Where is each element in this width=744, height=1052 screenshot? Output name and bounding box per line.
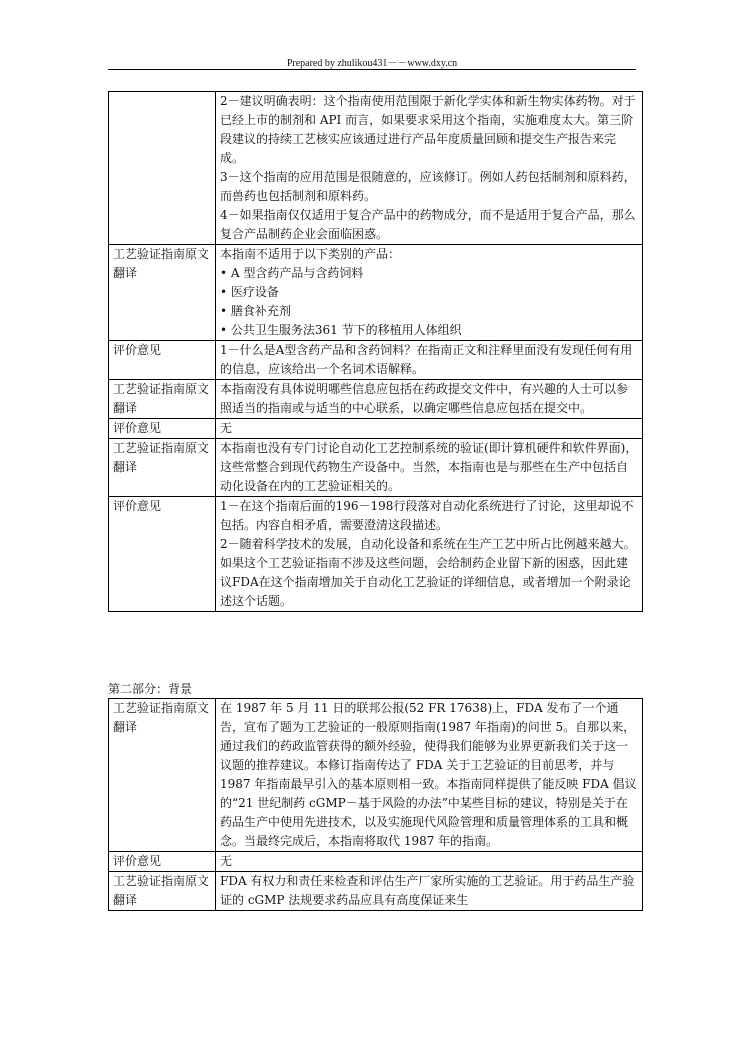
table-row bbox=[109, 92, 643, 245]
row-content bbox=[216, 497, 643, 612]
paragraph: 本指南没有具体说明哪些信息应包括在药政提交文件中，有兴趣的人士可以参照适当的指南或与适当的中心联系，以确定哪些信息应包括在提交中。 bbox=[220, 382, 629, 415]
paragraph: 在 1987 年 5 月 11 日的联邦公报(52 FR 17638)上，FDA 发布了一个通告，宣布了题为工艺验证的一般原则指南(1987 年指南)的问世 5。自那以来，通过我们的药政监管获得的额外经验，使得我们能够为业界更新我们关于这一议题的推荐建议。本修订指南传达了 FDA 关于工艺验证的目前思考，并与 1987 年指南最早引入的基本原则相一致。本指南同样提供了能反映 FDA 倡议的“21 世纪制药 cGMP－基于风险的办法”中某些目标的建议，特别是关于在药品生产中使用先进技术，以及实施现代风险管理和质量管理体系的工具和概念。当最终完成后，本指南将取代 1987 年的指南。 bbox=[220, 701, 637, 848]
row-content bbox=[216, 872, 643, 911]
row-content bbox=[216, 699, 643, 852]
row-label: 评价意见 bbox=[109, 497, 216, 612]
header-rule bbox=[108, 69, 636, 70]
paragraph: 无 bbox=[220, 854, 233, 868]
row-label: 工艺验证指南原文翻译 bbox=[109, 699, 216, 852]
section-heading: 第二部分：背景 bbox=[108, 682, 193, 696]
table-row bbox=[109, 439, 643, 497]
page-header: Prepared by zhulikou431－－www.dxy.cn bbox=[286, 58, 458, 69]
row-label: 工艺验证指南原文翻译 bbox=[109, 872, 216, 911]
bullet-item: • 医疗设备 bbox=[220, 283, 638, 302]
row-content bbox=[216, 419, 643, 439]
bullet-item: • A 型含药产品与含药饲料 bbox=[220, 264, 638, 283]
bullet-item: • 膳食补充剂 bbox=[220, 302, 638, 321]
row-label: 评价意见 bbox=[109, 341, 216, 380]
row-label: 评价意见 bbox=[109, 419, 216, 439]
row-content bbox=[216, 852, 643, 872]
paragraph: 2－建议明确表明：这个指南使用范围限于新化学实体和新生物实体药物。对于已经上市的制剂和 API 而言，如果要求采用这个指南，实施难度太大。第三阶段建议的持续工艺核实应该通过进行产品年度质量回顾和提交生产报告来完成。 bbox=[220, 94, 636, 165]
comment-table-part1 bbox=[108, 91, 643, 612]
paragraph: 1－在这个指南后面的196－198行段落对自动化系统进行了讨论，这里却说不包括。内容自相矛盾，需要澄清这段描述。 bbox=[220, 499, 634, 532]
paragraph: 4－如果指南仅仅适用于复合产品中的药物成分，而不是适用于复合产品，那么复合产品制药企业会面临困惑。 bbox=[220, 208, 636, 241]
row-content bbox=[216, 245, 643, 341]
paragraph: 3－这个指南的应用范围是很随意的，应该修订。例如人药包括制剂和原料药，而兽药也包括制剂和原料药。 bbox=[220, 170, 636, 203]
table-row bbox=[109, 872, 643, 911]
paragraph: 2－随着科学技术的发展，自动化设备和系统在生产工艺中所占比例越来越大。如果这个工艺验证指南不涉及这些问题，会给制药企业留下新的困惑，因此建议FDA在这个指南增加关于自动化工艺验证的详细信息，或者增加一个附录论述这个话题。 bbox=[220, 537, 636, 608]
paragraph: 无 bbox=[220, 421, 233, 435]
row-label: 工艺验证指南原文翻译 bbox=[109, 380, 216, 419]
table-row bbox=[109, 419, 643, 439]
row-content bbox=[216, 341, 643, 380]
table-row bbox=[109, 497, 643, 612]
paragraph: 本指南也没有专门讨论自动化工艺控制系统的验证(即计算机硬件和软件界面)，这些常整合到现代药物生产设备中。当然，本指南也是与那些在生产中包括自动化设备在内的工艺验证相关的。 bbox=[220, 441, 638, 493]
paragraph: FDA 有权力和责任来检查和评估生产厂家所实施的工艺验证。用于药品生产验证的 cGMP 法规要求药品应具有高度保证来生 bbox=[220, 874, 635, 907]
paragraph: 1－什么是A型含药产品和含药饲料？在指南正文和注释里面没有发现任何有用的信息，应该给出一个名词术语解释。 bbox=[220, 343, 633, 376]
row-content bbox=[216, 380, 643, 419]
table-row bbox=[109, 852, 643, 872]
row-content bbox=[216, 439, 643, 497]
table-row bbox=[109, 699, 643, 852]
row-label: 工艺验证指南原文翻译 bbox=[109, 439, 216, 497]
table-row bbox=[109, 341, 643, 380]
comment-table-part2 bbox=[108, 698, 643, 911]
row-content bbox=[216, 92, 643, 245]
row-label bbox=[109, 92, 216, 245]
row-label: 工艺验证指南原文翻译 bbox=[109, 245, 216, 341]
table-row bbox=[109, 380, 643, 419]
paragraph: 本指南不适用于以下类别的产品： bbox=[220, 247, 401, 261]
bullet-item: • 公共卫生服务法361 节下的移植用人体组织 bbox=[220, 321, 638, 340]
row-label: 评价意见 bbox=[109, 852, 216, 872]
table-row bbox=[109, 245, 643, 341]
